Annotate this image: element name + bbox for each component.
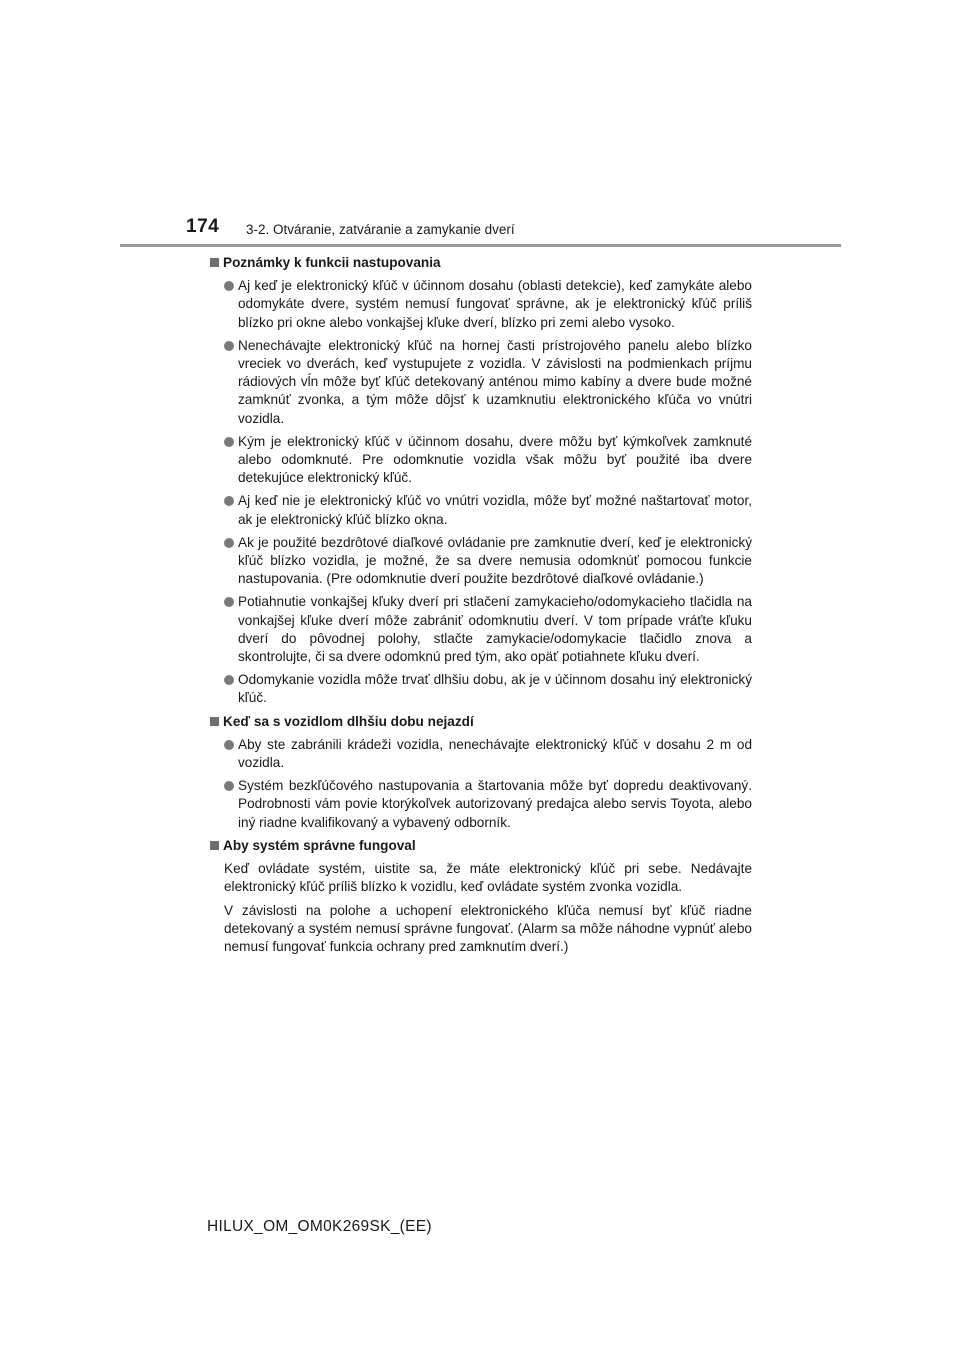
page-content: [210, 254, 752, 961]
paragraph: Keď ovládate systém, uistite sa, že máte elektronický kľúč pri sebe. Nedávajte elektronický kľúč príliš blízko k vozidlu, keď ovládate systém zvonka vozidla.: [224, 861, 752, 895]
square-bullet-icon: [210, 258, 219, 267]
bullet-item: [224, 777, 752, 832]
bullet-item: [224, 534, 752, 589]
circle-bullet-icon: [224, 496, 234, 506]
bullet-text: Potiahnutie vonkajšej kľuky dverí pri stlačení zamykacieho/odomykacieho tlačidla na vonkajšej kľuke dverí môže zabrániť odomknutiu dverí. V tom prípade vráťte kľuku dverí do pôvodnej polohy, stlačte zamykacie/odomykacie tlačidlo znova a skontrolujte, či sa dvere odomknú pred tým, ako opäť potiahnete kľuku dverí.: [238, 594, 752, 665]
bullet-item: [224, 337, 752, 428]
page-header: [0, 0, 960, 248]
section-heading: [210, 713, 752, 731]
bullet-text: Odomykanie vozidla môže trvať dlhšiu dobu, ak je v účinnom dosahu iný elektronický kľúč.: [238, 672, 752, 706]
circle-bullet-icon: [224, 437, 234, 447]
bullet-text: Aj keď je elektronický kľúč v účinnom dosahu (oblasti detekcie), keď zamykáte alebo odomykáte dvere, systém nemusí fungovať správne, ak je elektronický kľúč príliš blízko pri okne alebo vonkajšej kľuke dverí, blízko pri zemi alebo vysoko.: [238, 278, 752, 330]
bullet-text: Kým je elektronický kľúč v účinnom dosahu, dvere môžu byť kýmkoľvek zamknuté alebo odomknuté. Pre odomknutie vozidla však môžu byť použité iba dvere detekujúce elektronický kľúč.: [238, 433, 752, 486]
section-heading-text: Keď sa s vozidlom dlhšiu dobu nejazdí: [223, 713, 474, 729]
section-heading-text: Aby systém správne fungoval: [223, 837, 416, 853]
circle-bullet-icon: [224, 597, 234, 607]
circle-bullet-icon: [224, 538, 234, 548]
bullet-text: Nenechávajte elektronický kľúč na hornej časti prístrojového panelu alebo blízko vreciek vo dverách, keď vystupujete z vozidla. V závislosti na podmienkach príjmu rádiových vĺn môže byť kľúč detekovaný anténou mimo kabíny a dvere bude možné zamknúť zvonka, a tým môže dôjsť k uzamknutiu elektronického kľúča vo vnútri vozidla.: [238, 337, 752, 426]
circle-bullet-icon: [224, 341, 234, 351]
circle-bullet-icon: [224, 281, 234, 291]
content-section: [210, 254, 752, 708]
content-section: [210, 713, 752, 832]
bullet-text: Systém bezkľúčového nastupovania a štartovania môže byť dopredu deaktivovaný. Podrobnosti vám povie ktorýkoľvek autorizovaný predajca alebo servis Toyota, alebo iný riadne kvalifikovaný a vybavený odborník.: [238, 778, 752, 830]
circle-bullet-icon: [224, 781, 234, 791]
section-heading: [210, 254, 752, 272]
bullet-text: Ak je použité bezdrôtové diaľkové ovládanie pre zamknutie dverí, keď je elektronický kľúč blízko vozidla, je možné, že sa dvere nemusia odomknúť pomocou funkcie nastupovania. (Pre odomknutie dverí použite bezdrôtové diaľkové ovládanie.): [238, 534, 752, 587]
bullet-item: [224, 277, 752, 332]
bullet-item: [224, 433, 752, 488]
content-section: [210, 837, 752, 956]
document-code: HILUX_OM_OM0K269SK_(EE): [207, 1218, 432, 1235]
bullet-text: Aby ste zabránili krádeži vozidla, nenechávajte elektronický kľúč v dosahu 2 m od vozidla.: [238, 736, 752, 771]
section-title: 3-2. Otváranie, zatváranie a zamykanie dverí: [246, 222, 515, 237]
section-heading-text: Poznámky k funkcii nastupovania: [223, 255, 441, 270]
bullet-item: [224, 492, 752, 528]
paragraph: V závislosti na polohe a uchopení elektronického kľúča nemusí byť kľúč riadne detekovaný a systém nemusí správne fungovať. (Alarm sa môže náhodne vypnúť alebo nemusí fungovať funkcia ochrany pred zamknutím dverí.): [224, 902, 752, 954]
bullet-item: [224, 736, 752, 772]
bullet-item: [224, 671, 752, 707]
page-number: 174: [186, 216, 220, 237]
circle-bullet-icon: [224, 675, 234, 685]
bullet-item: [224, 593, 752, 666]
section-heading: [210, 837, 752, 855]
square-bullet-icon: [210, 717, 219, 726]
circle-bullet-icon: [224, 740, 234, 750]
square-bullet-icon: [210, 841, 219, 850]
header-divider: [120, 244, 841, 247]
bullet-text: Aj keď nie je elektronický kľúč vo vnútri vozidla, môže byť možné naštartovať motor, ak je elektronický kľúč blízko okna.: [238, 493, 752, 527]
